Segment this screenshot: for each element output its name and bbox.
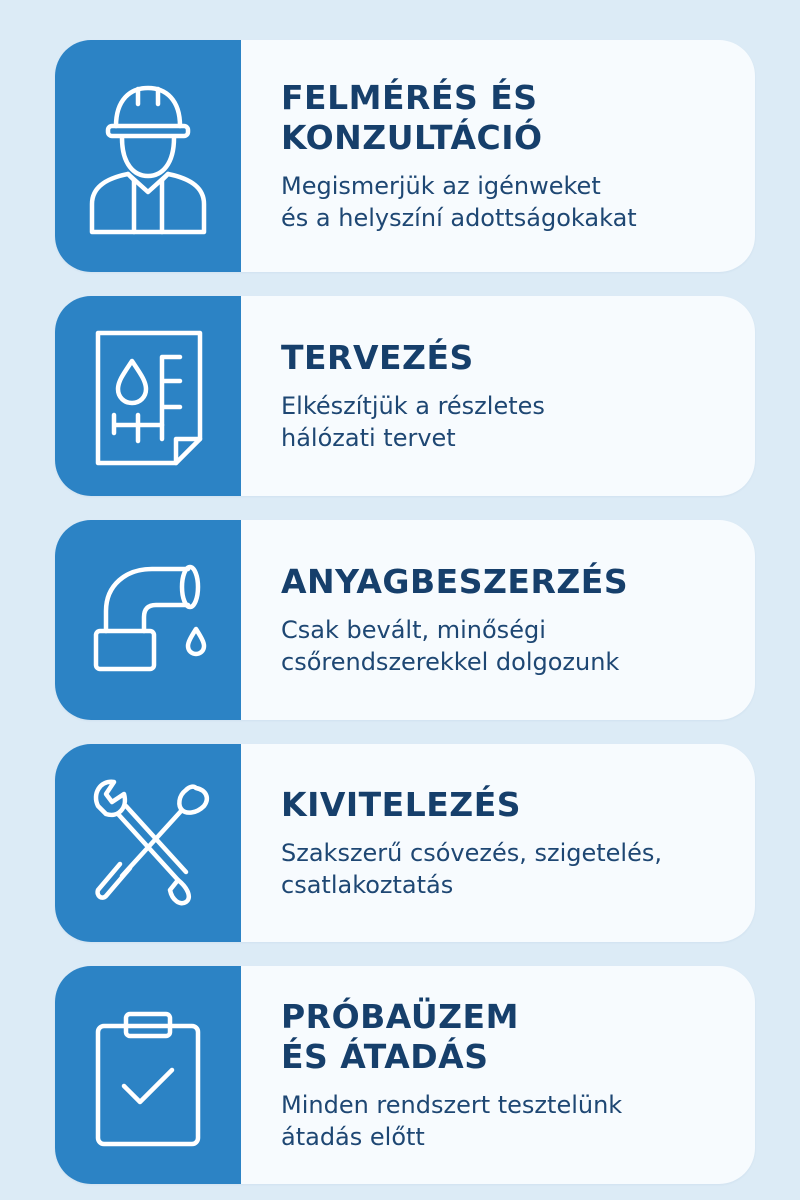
step-description: Szakszerű csóvezés, szigetelés, csatlakoztatás xyxy=(281,839,662,899)
icon-panel xyxy=(55,966,241,1184)
step-card-survey xyxy=(55,40,755,272)
step-card-execution xyxy=(55,744,755,942)
step-description: Elkészítjük a részletes hálózati tervet xyxy=(281,392,545,452)
icon-panel xyxy=(55,296,241,496)
step-title: ANYAGBESZERZÉS xyxy=(281,562,629,601)
step-text xyxy=(281,40,735,272)
step-card-procurement xyxy=(55,520,755,720)
blueprint-icon xyxy=(78,321,218,471)
pipe-icon xyxy=(78,545,218,695)
step-card-test-handover xyxy=(55,966,755,1184)
step-text xyxy=(281,966,735,1184)
icon-panel xyxy=(55,520,241,720)
icon-panel xyxy=(55,744,241,942)
step-title: PRÓBAÜZEM ÉS ÁTADÁS xyxy=(281,997,519,1076)
step-description: Minden rendszert tesztelünk átadás előtt xyxy=(281,1091,623,1151)
step-title: KIVITELEZÉS xyxy=(281,785,522,824)
step-title: FELMÉRÉS ÉS KONZULTÁCIÓ xyxy=(281,78,543,157)
step-card-design xyxy=(55,296,755,496)
step-text xyxy=(281,744,735,942)
step-description: Megismerjük az igénweket és a helyszíní adottságokakat xyxy=(281,172,637,232)
icon-panel xyxy=(55,40,241,272)
step-description: Csak bevált, minőségi csőrendszerekkel dolgozunk xyxy=(281,616,620,676)
step-text xyxy=(281,296,735,496)
step-title: TERVEZÉS xyxy=(281,338,474,377)
step-text xyxy=(281,520,735,720)
tools-icon xyxy=(78,768,218,918)
worker-icon xyxy=(78,76,218,236)
clipboard-check-icon xyxy=(78,1000,218,1150)
